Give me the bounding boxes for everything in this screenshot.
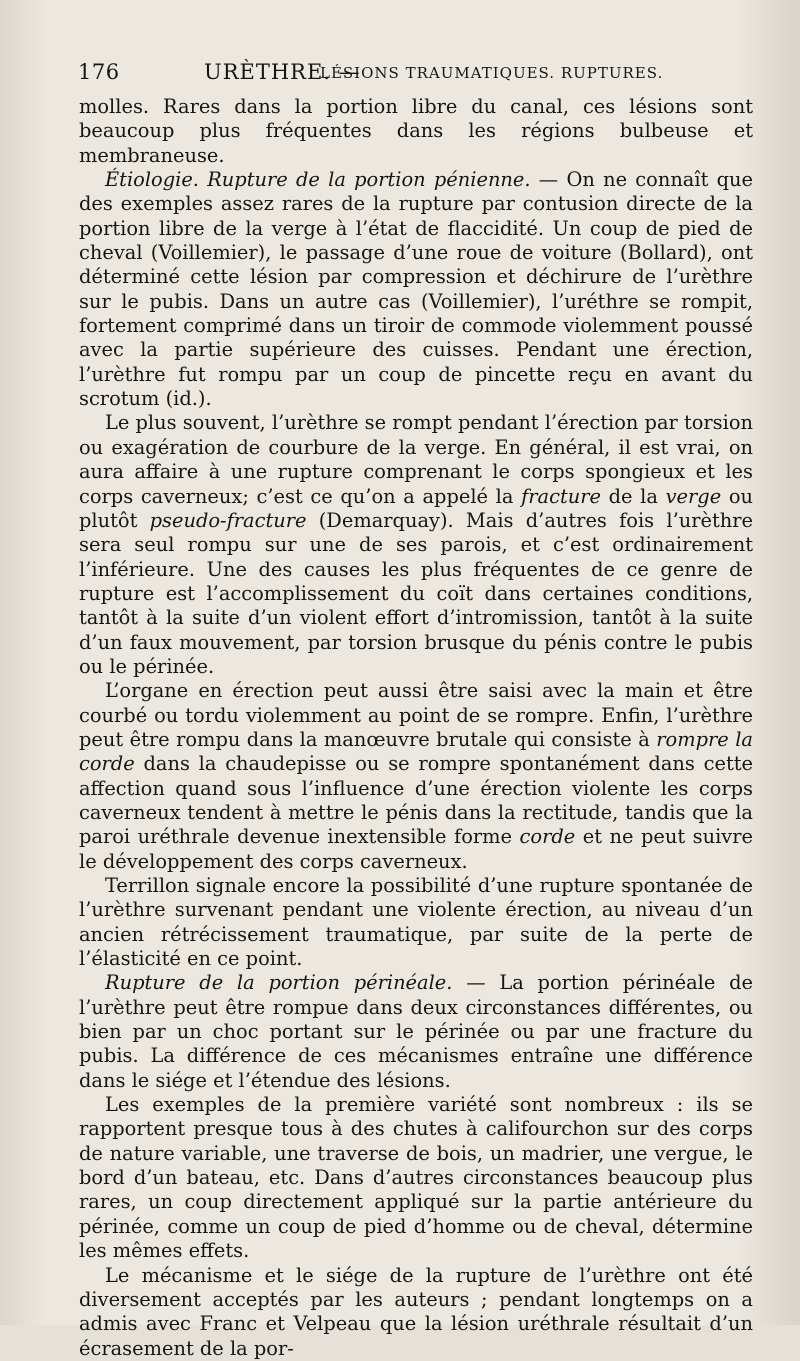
paragraph-text: Les exemples de la première variété sont nombreux : ils se rapportent presque tous à des chutes à califourchon sur des corps de nature variable, une traverse de bois, un madrier, une vergue, le bord d’un bateau, etc. Dans d’autres circonstances beaucoup plus rares, un coup directement appliqué sur la partie antérieure du périnée, comme un coup de pied d’homme ou de cheval, détermine les mêmes effets. xyxy=(79,1093,753,1263)
running-head-title: URÈTHRE. — xyxy=(204,60,361,84)
paragraph-text: (Demarquay). Mais d’autres fois l’urèthre sera seul rompu sur une de ses parois, et c’est ordinairement l’inférieure. Une des causes les plus fréquentes de ce genre de rupture est l’accomplissement du coït dans certaines conditions, tantôt à la suite d’un violent effort d’intromission, tantôt à la suite d’un faux mouvement, par torsion brusque du pénis contre le pubis ou le périnée. xyxy=(79,508,754,678)
paragraph-text: L’organe en érection peut aussi être saisi avec la main et être courbé ou tordu violemment au point de se rompre. Enfin, l’urèthre peut être rompu dans la manœuvre brutale qui consiste à xyxy=(79,679,753,751)
paragraph-text: — On ne connaît que des exemples assez rares de la rupture par contusion directe de la portion libre de la verge à l’état de flaccidité. Un coup de pied de cheval (Voillemier), le passage d’une roue de voiture (Bollard), ont déterminé cette lésion par compression et déchirure de l’urèthre sur le pubis. Dans un autre cas (Voillemier), l’uréthre se rompit, fortement comprimé dans un tiroir de commode violemment poussé avec la partie supérieure des cuisses. Pendant une érection, l’urèthre fut rompu par un coup de pincette reçu en avant du scrotum (id.). xyxy=(79,168,753,411)
paragraph-text: — La portion périnéale de l’urèthre peut être rompue dans deux circonstances différentes, ou bien par un choc portant sur le périnée ou par une fracture du pubis. La différence de ces mécanismes entraîne une différence dans le siége et l’étendue des lésions. xyxy=(79,971,753,1092)
running-header xyxy=(78,58,768,88)
italic-term: rompre la corde xyxy=(79,727,753,776)
paragraph-6 xyxy=(79,971,753,1093)
paragraph-text: dans la chaudepisse ou se rompre spontanément dans cette affection quand sous l’influence d’une érection violente les corps caverneux tendent à mettre le pénis dans la rectitude, tandis que la paroi uréthrale devenue inextensible forme xyxy=(79,752,753,849)
paragraph-text: de la xyxy=(600,484,666,508)
italic-term: pseudo-fracture xyxy=(149,508,307,532)
page-number: 176 xyxy=(78,60,120,84)
italic-term: verge xyxy=(665,484,722,508)
body-text xyxy=(79,95,753,1361)
paragraph-text: molles. Rares dans la portion libre du canal, ces lésions sont beaucoup plus fréquentes dans les régions bulbeuse et membraneuse. xyxy=(79,95,753,167)
paragraph-4 xyxy=(79,679,753,874)
section-heading-penienne: Étiologie. Rupture de la portion pénienne. xyxy=(105,168,531,192)
paragraph-text: ou plutôt xyxy=(79,484,753,532)
paragraph-2 xyxy=(79,168,753,411)
running-head-subtitle: LÉSIONS TRAUMATIQUES. RUPTURES. xyxy=(320,64,664,82)
paragraph-8 xyxy=(79,1264,753,1361)
italic-term: fracture xyxy=(521,484,601,508)
paragraph-1 xyxy=(79,95,753,168)
paragraph-text: Le mécanisme et le siége de la rupture de l’urèthre ont été diversement acceptés par les auteurs ; pendant longtemps on a admis avec Franc et Velpeau que la lésion uréthrale résultait d’un écrasement de la por- xyxy=(79,1263,753,1360)
paragraph-text: Le plus souvent, l’urèthre se rompt pendant l’érection par torsion ou exagération de courbure de la verge. En général, il est vrai, on aura affaire à une rupture comprenant le corps spongieux et les corps caverneux; c’est ce qu’on a appelé la xyxy=(79,411,753,508)
paragraph-7 xyxy=(79,1093,753,1263)
paragraph-text: et ne peut suivre le développement des corps caverneux. xyxy=(79,825,753,873)
paragraph-text: Terrillon signale encore la possibilité d’une rupture spontanée de l’urèthre survenant pendant une violente érection, au niveau d’un ancien rétrécissement traumatique, par suite de la perte de l’élasticité en ce point. xyxy=(79,874,753,971)
section-heading-perineale: Rupture de la portion périnéale. xyxy=(105,971,453,995)
paragraph-3 xyxy=(79,411,753,679)
paragraph-5 xyxy=(79,874,753,971)
italic-term: corde xyxy=(519,825,576,849)
